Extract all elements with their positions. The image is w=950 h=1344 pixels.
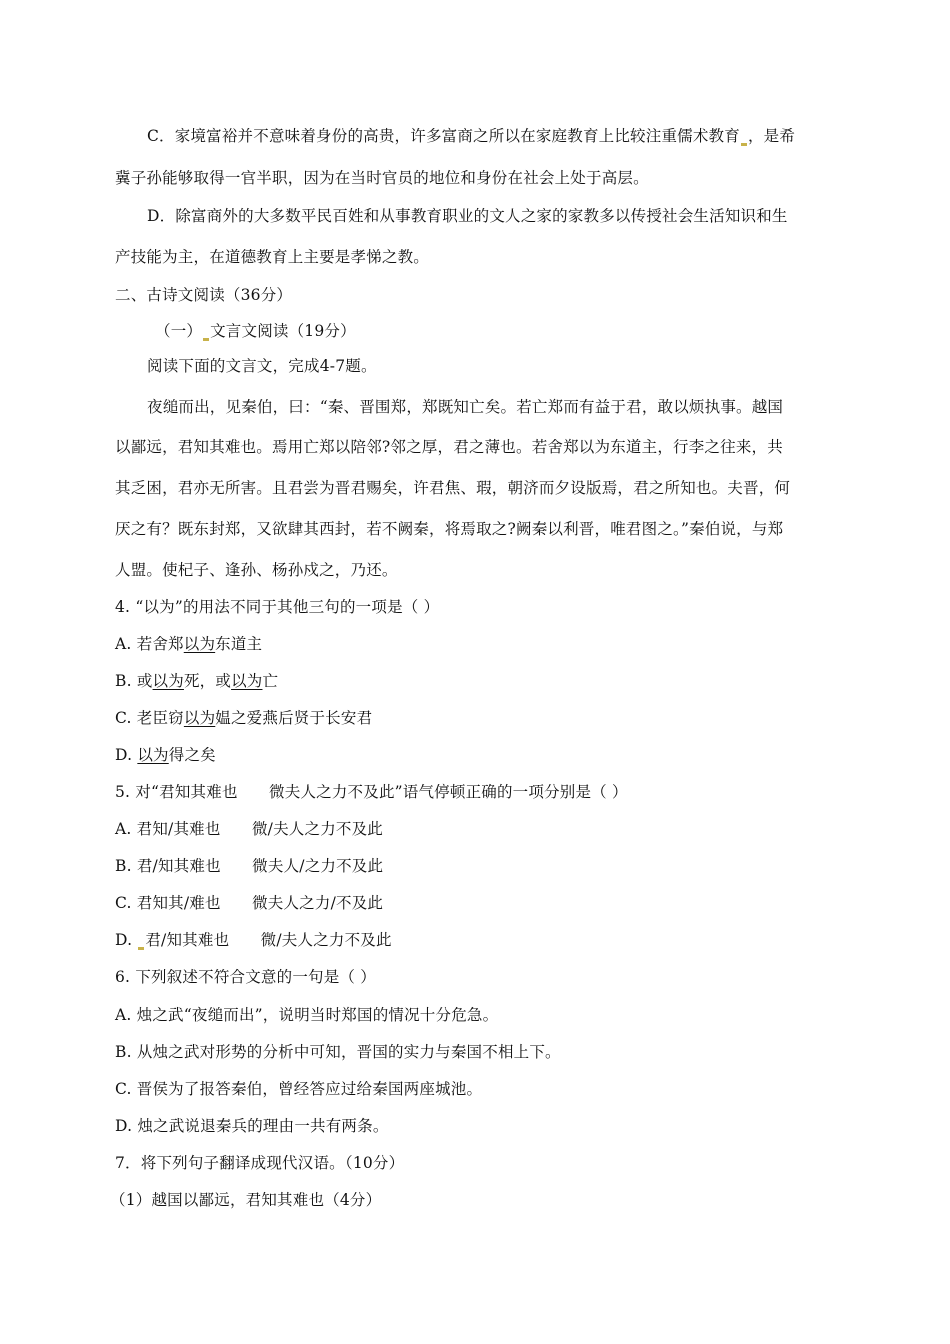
option-c-text-end: ，是希 xyxy=(747,127,796,145)
option-text: A. 若舍郑 xyxy=(115,635,184,653)
question-6-option-c: C. 晋侯为了报答秦伯，曾经答应过给秦国两座城池。 xyxy=(115,1080,483,1098)
option-c-text: C．家境富裕并不意味着身份的高贵，许多富商之所以在家庭教育上比较注重儒术教育 xyxy=(147,127,740,145)
underlined-term: 以为 xyxy=(231,672,263,690)
passage-line: 夜缒而出，见秦伯，曰：“秦、晋围郑，郑既知亡矣。若亡郑而有益于君，敢以烦执事。越国 xyxy=(147,398,784,416)
question-4-option-b xyxy=(115,671,278,691)
edit-mark xyxy=(138,947,144,950)
option-text: D. xyxy=(115,746,138,764)
subsection-title: 文言文阅读（19分） xyxy=(210,322,356,340)
question-4-stem: 4. “以为”的用法不同于其他三句的一项是（ ） xyxy=(115,598,440,616)
question-6-option-d: D. 烛之武说退秦兵的理由一共有两条。 xyxy=(115,1117,389,1135)
question-4-option-c xyxy=(115,708,372,728)
edit-mark xyxy=(203,338,209,341)
passage-line: 厌之有？既东封郑，又欲肆其西封，若不阙秦，将焉取之?阙秦以利晋，唯君图之。”秦伯说，与郑 xyxy=(115,520,784,538)
question-6-option-b: B. 从烛之武对形势的分析中可知，晋国的实力与秦国不相上下。 xyxy=(115,1043,561,1061)
question-5-option-a: A. 君知/其难也 微/夫人之力不及此 xyxy=(115,820,383,838)
underlined-term: 以为 xyxy=(183,635,216,653)
option-text: 东道主 xyxy=(215,635,263,653)
option-c-line-2: 冀子孙能够取得一官半职，因为在当时官员的地位和身份在社会上处于高层。 xyxy=(115,169,649,187)
option-text: 君/知其难也 微/夫人之力不及此 xyxy=(145,931,392,949)
underlined-term: 以为 xyxy=(137,746,169,764)
question-4-option-d xyxy=(115,745,216,765)
question-7-stem: 7．将下列句子翻译成现代汉语。（10分） xyxy=(115,1154,405,1172)
question-5-option-d xyxy=(115,930,392,950)
option-d-line-2: 产技能为主，在道德教育上主要是孝悌之教。 xyxy=(115,248,430,266)
option-text: B. 或 xyxy=(115,672,153,690)
underlined-term: 以为 xyxy=(183,709,216,727)
question-6-stem: 6. 下列叙述不符合文意的一句是（ ） xyxy=(115,968,376,986)
passage-line: 以鄙远，君知其难也。焉用亡郑以陪邻?邻之厚，君之薄也。若舍郑以为东道主，行李之往来，共 xyxy=(115,438,783,456)
edit-mark xyxy=(741,143,747,146)
section-heading: 二、古诗文阅读（36分） xyxy=(115,286,293,304)
option-c-line-1 xyxy=(147,126,795,146)
option-text: 媪之爱燕后贤于长安君 xyxy=(215,709,373,727)
reading-instruction: 阅读下面的文言文，完成4-7题。 xyxy=(147,357,377,375)
subsection-number: （一） xyxy=(155,322,203,340)
question-7-item-1: （1）越国以鄙远，君知其难也（4分） xyxy=(110,1191,382,1209)
passage-line: 其乏困，君亦无所害。且君尝为晋君赐矣，许君焦、瑕，朝济而夕设版焉，君之所知也。夫晋，何 xyxy=(115,479,791,497)
question-5-option-b: B. 君/知其难也 微夫人/之力不及此 xyxy=(115,857,384,875)
option-text: C. 老臣窃 xyxy=(115,709,184,727)
option-text: D. xyxy=(115,931,138,949)
option-text: 亡 xyxy=(262,672,279,690)
question-6-option-a: A. 烛之武“夜缒而出”，说明当时郑国的情况十分危急。 xyxy=(115,1006,499,1024)
question-5-stem: 5. 对“君知其难也 微夫人之力不及此”语气停顿正确的一项分别是（ ） xyxy=(115,783,628,801)
subsection-heading xyxy=(155,321,356,341)
option-text: 死，或 xyxy=(183,672,232,690)
passage-line: 人盟。使杞子、逢孙、杨孙戍之，乃还。 xyxy=(115,561,398,579)
option-text: 得之矣 xyxy=(168,746,216,764)
option-d-line-1: D．除富商外的大多数平民百姓和从事教育职业的文人之家的家教多以传授社会生活知识和生 xyxy=(147,207,788,225)
underlined-term: 以为 xyxy=(152,672,184,690)
question-5-option-c: C. 君知其/难也 微夫人之力/不及此 xyxy=(115,894,384,912)
question-4-option-a xyxy=(115,634,262,654)
